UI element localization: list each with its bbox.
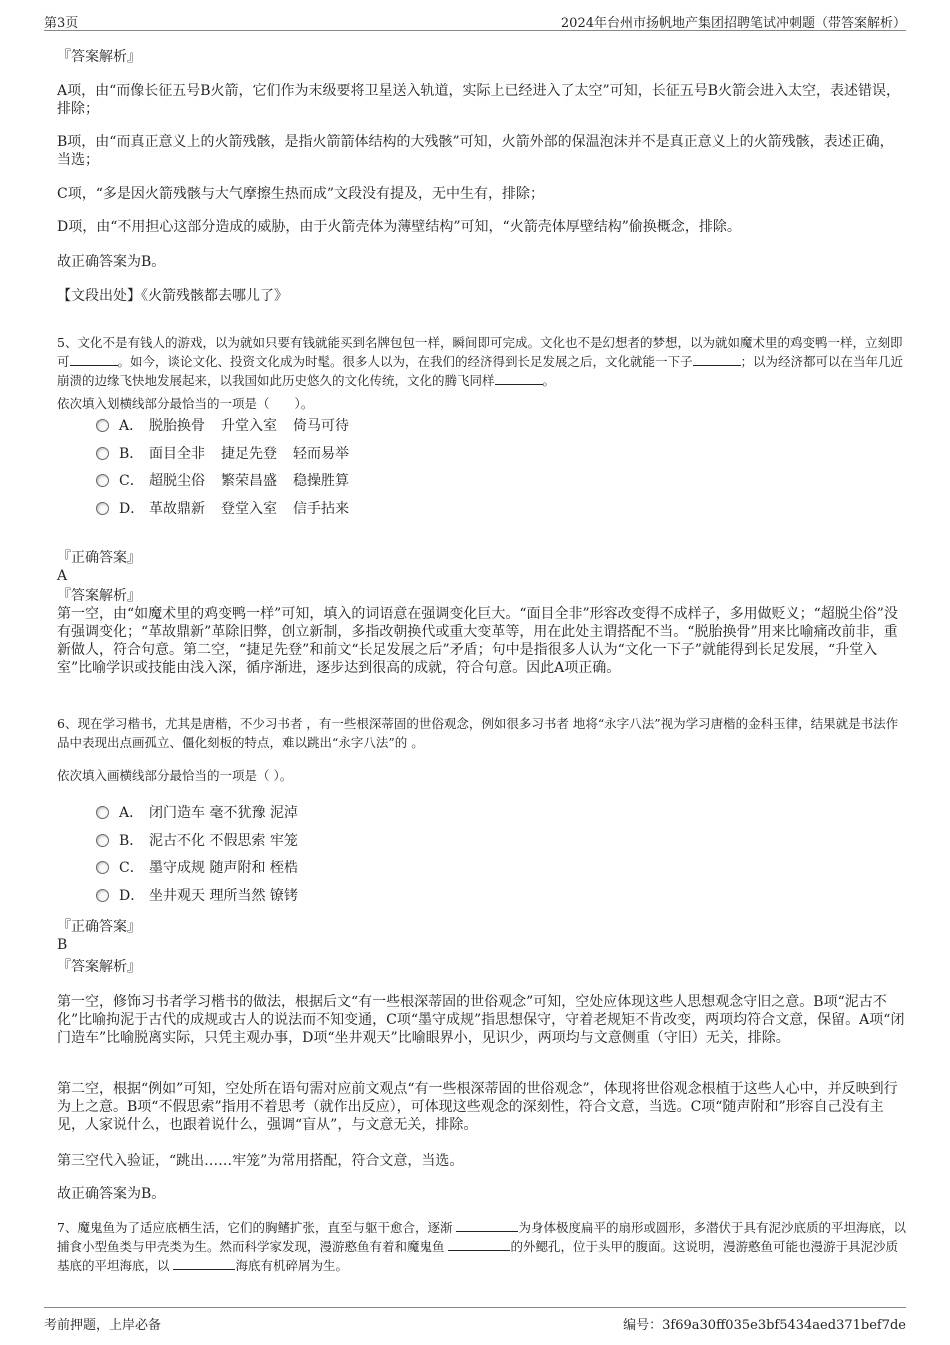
radio-icon[interactable]	[96, 834, 109, 847]
page-footer	[44, 1307, 906, 1334]
radio-icon[interactable]	[96, 889, 109, 902]
q4-analysis-c: C项，“多是因火箭残骸与大气摩擦生热而成”文段没有提及，无中生有，排除；	[57, 186, 545, 202]
radio-icon[interactable]	[96, 447, 109, 460]
q6-analysis-p1: 第一空，修饰习书者学习楷书的做法，根据后文“有一些根深蒂固的世俗观念”可知，空处应体现这些人思想观念守旧之意。B项“泥古不化”比喻拘泥于古代的成规或古人的说法而不知变通，C项“墨守成规”指思想保守，守着老规矩不肯改变，两项均符合文意，保留。A项“闭门造车”比喻脱离实际，只凭主观办事，D项“坐井观天”比喻眼界小，见识少，两项均与文意侧重（守旧）无关，排除。	[57, 994, 905, 1046]
q5-analysis: 第一空，由“如魔术里的鸡变鸭一样”可知，填入的词语意在强调变化巨大。“面目全非”形容改变得不成样子，多用做贬义；“超脱尘俗”没有强调变化；“革故鼎新”革除旧弊，创立新制，多指改朝换代或重大变革等，用在此处主谓搭配不当。“脱胎换骨”用来比喻痛改前非，重新做人，符合句意。第二空，“捷足先登”和前文“长足发展之后”矛盾；句中是指很多人认为“文化一下子”就能得到长足发展，“升堂入室”比喻学识或技能由浅入深，循序渐进，逐步达到很高的成就，符合句意。因此A项正确。	[57, 606, 898, 676]
blank-line	[70, 353, 118, 366]
radio-icon[interactable]	[96, 806, 109, 819]
q6-analysis-p2: 第二空，根据“例如”可知，空处所在语句需对应前文观点“有一些根深蒂固的世俗观念”，体现将世俗观念根植于这些人心中，并反映到行为上之意。B项“不假思索”指用不着思考（就作出反应），可体现这些观念的深刻性，符合文意，当选。C项“随声附和”形容自己没有主见，人家说什么，也跟着说什么，强调“盲从”，与文意无关，排除。	[57, 1081, 898, 1133]
q4-analysis-d: D项，由“不用担心这部分造成的威胁，由于火箭壳体为薄壁结构”可知，“火箭壳体厚壁结构”偷换概念，排除。	[57, 219, 741, 235]
q6-answer: B	[57, 937, 68, 953]
q5-stem: 5、文化不是有钱人的游戏，以为就如只要有钱就能买到名牌包包一样，瞬间即可完成。文化也不是幻想者的梦想，以为就如魔术里的鸡变鸭一样，立刻即可 。如今，谈论文化、投资文化成为时髦。很多人以为，在我们的经济得到长足发展之后，文化就能一下子 ；以为经济都可以在当年几近崩溃的边缘飞快地发展起来，以我国如此历史悠久的文化传统，文化的腾飞同样 。	[57, 335, 904, 388]
q4-analysis-a: A项，由“而像长征五号B火箭，它们作为末级要将卫星送入轨道，实际上已经进入了太空”可知，长征五号B火箭会进入太空，表述错误，排除；	[57, 83, 900, 117]
radio-icon[interactable]	[96, 502, 109, 515]
radio-icon[interactable]	[96, 474, 109, 487]
q6-answer-title: 『正确答案』	[57, 919, 141, 935]
blank-line	[173, 1257, 235, 1270]
q6-stem: 6、现在学习楷书，尤其是唐楷，不少习书者 ，有一些根深蒂固的世俗观念，例如很多习书者 地将“永字八法”视为学习唐楷的金科玉律，结果就是书法作品中表现出点画孤立、僵化刻板的特点，难以跳出“永字八法”的 。	[57, 716, 899, 750]
blank-line	[693, 353, 741, 366]
q5-option-c[interactable]: C． 超脱尘俗 繁荣昌盛 稳操胜算	[96, 470, 349, 492]
q4-source: 【文段出处】《火箭残骸都去哪儿了》	[57, 288, 288, 304]
footer-slogan: 考前押题，上岸必备	[44, 1318, 162, 1333]
q5-option-d[interactable]: D． 革故鼎新 登堂入室 信手拈来	[96, 498, 349, 520]
q5-answer: A	[57, 568, 68, 584]
blank-line	[448, 1238, 510, 1251]
q5-analysis-title: 『答案解析』	[57, 588, 141, 604]
q6-option-a[interactable]: A． 闭门造车 毫不犹豫 泥淖	[96, 802, 298, 824]
q6-option-d[interactable]: D． 坐井观天 理所当然 镣铐	[96, 885, 298, 907]
q6-option-c[interactable]: C． 墨守成规 随声附和 桎梏	[96, 857, 298, 879]
blank-line	[456, 1219, 518, 1232]
q7-stem: 7、魔鬼鱼为了适应底栖生活，它们的胸鳍扩张，直至与躯干愈合，逐渐 为身体极度扁平的扇形或圆形，多潜伏于具有泥沙底质的平坦海底，以捕食小型鱼类与甲壳类为生。然而科学家发现，漫游憨鱼有着和魔鬼鱼 的外鳃孔，位于头甲的腹面。这说明，漫游憨鱼可能也漫游于具泥沙质基底的平坦海底，以 海底有机碎屑为生。	[57, 1220, 906, 1273]
q5-option-b[interactable]: B． 面目全非 捷足先登 轻而易举	[96, 443, 349, 465]
radio-icon[interactable]	[96, 419, 109, 432]
q6-conclusion: 故正确答案为B。	[57, 1186, 166, 1202]
blank-line	[495, 372, 543, 385]
q4-analysis-b: B项，由“而真正意义上的火箭残骸，是指火箭箭体结构的大残骸”可知，火箭外部的保温泡沫并不是真正意义上的火箭残骸，表述正确，当选；	[57, 134, 894, 168]
q5-option-a[interactable]: A． 脱胎换骨 升堂入室 倚马可待	[96, 415, 349, 437]
page-number: 第3页	[44, 16, 79, 31]
q6-prompt: 依次填入画横线部分最恰当的一项是（ ）。	[57, 768, 293, 783]
radio-icon[interactable]	[96, 861, 109, 874]
q6-option-b[interactable]: B． 泥古不化 不假思索 牢笼	[96, 830, 298, 852]
q6-analysis-title: 『答案解析』	[57, 959, 141, 975]
q5-prompt: 依次填入划横线部分最恰当的一项是（ ）。	[57, 396, 314, 411]
q6-analysis-p3: 第三空代入验证，“跳出……牢笼”为常用搭配，符合文意，当选。	[57, 1153, 464, 1169]
q4-analysis-title: 『答案解析』	[57, 49, 141, 65]
page-header	[44, 10, 906, 31]
q4-conclusion: 故正确答案为B。	[57, 254, 166, 270]
q5-answer-title: 『正确答案』	[57, 550, 141, 566]
document-serial: 编号：3f69a30ff035e3bf5434aed371bef7de	[623, 1318, 906, 1333]
document-title: 2024年台州市扬帆地产集团招聘笔试冲刺题（带答案解析）	[560, 16, 906, 31]
